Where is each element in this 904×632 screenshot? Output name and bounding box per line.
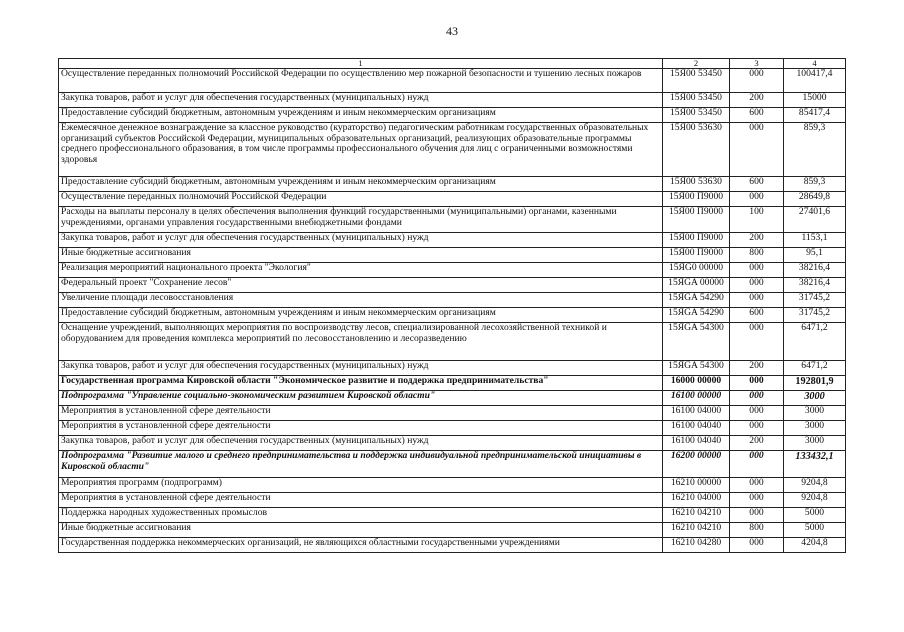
row-code-cell: 15ЯGA 00000: [663, 278, 730, 293]
table-row: [59, 263, 846, 278]
row-sum-cell: 6471,2: [784, 361, 846, 376]
row-sum-cell: 5000: [784, 508, 846, 523]
row-code-cell: 15Я00 53450: [663, 93, 730, 108]
row-expense-type-cell: 000: [730, 421, 784, 436]
row-sum-cell: 859,3: [784, 123, 846, 177]
table-row: [59, 69, 846, 93]
row-code-cell: 15Я00 П9000: [663, 207, 730, 233]
row-name-cell: Иные бюджетные ассигнования: [59, 523, 663, 538]
row-name-cell: Расходы на выплаты персоналу в целях обеспечения выполнения функций государственными (муниципальными) органами, казенными учреждениями, органами управления государственными внебюджетными фондами: [59, 207, 663, 233]
row-expense-type-cell: 000: [730, 508, 784, 523]
row-code-cell: 15Я00 53630: [663, 123, 730, 177]
row-expense-type-cell: 000: [730, 323, 784, 361]
row-sum-cell: 6471,2: [784, 323, 846, 361]
table-row: [59, 108, 846, 123]
row-name-cell: Оснащение учреждений, выполняющих мероприятия по воспроизводству лесов, специализированной лесохозяйственной техникой и оборудованием для проведения комплекса мероприятий по лесовосстановлению и лесоразведению: [59, 323, 663, 361]
row-code-cell: 15Я00 53450: [663, 108, 730, 123]
row-name-cell: Реализация мероприятий национального проекта "Экология": [59, 263, 663, 278]
table-row: [59, 508, 846, 523]
row-sum-cell: 31745,2: [784, 293, 846, 308]
row-sum-cell: 133432,1: [784, 451, 846, 478]
row-name-cell: Мероприятия программ (подпрограмм): [59, 478, 663, 493]
row-name-cell: Подпрограмма "Управление социально-экономическим развитием Кировской области": [59, 391, 663, 406]
row-sum-cell: 95,1: [784, 248, 846, 263]
row-code-cell: 15Я00 П9000: [663, 192, 730, 207]
row-expense-type-cell: 000: [730, 263, 784, 278]
table-row: [59, 421, 846, 436]
row-code-cell: 15Я00 53630: [663, 177, 730, 192]
row-name-cell: Закупка товаров, работ и услуг для обеспечения государственных (муниципальных) нужд: [59, 233, 663, 248]
row-expense-type-cell: 200: [730, 436, 784, 451]
row-sum-cell: 4204,8: [784, 538, 846, 553]
row-name-cell: Мероприятия в установленной сфере деятельности: [59, 493, 663, 508]
row-name-cell: Закупка товаров, работ и услуг для обеспечения государственных (муниципальных) нужд: [59, 361, 663, 376]
row-expense-type-cell: 000: [730, 493, 784, 508]
row-name-cell: Мероприятия в установленной сфере деятельности: [59, 406, 663, 421]
table-row: [59, 406, 846, 421]
budget-table: [58, 58, 846, 553]
row-name-cell: Закупка товаров, работ и услуг для обеспечения государственных (муниципальных) нужд: [59, 93, 663, 108]
header-col-1: 1: [59, 59, 663, 69]
row-expense-type-cell: 800: [730, 248, 784, 263]
row-sum-cell: 3000: [784, 406, 846, 421]
table-row: [59, 538, 846, 553]
row-sum-cell: 192801,9: [784, 376, 846, 391]
table-row: [59, 207, 846, 233]
table-row: [59, 451, 846, 478]
table-row: [59, 308, 846, 323]
row-code-cell: 15Я00 П9000: [663, 248, 730, 263]
row-sum-cell: 28649,8: [784, 192, 846, 207]
table-row: [59, 323, 846, 361]
header-col-4: 4: [784, 59, 846, 69]
row-code-cell: 15ЯGA 54300: [663, 323, 730, 361]
row-name-cell: Осуществление переданных полномочий Российской Федерации по осуществлению мер пожарной безопасности и тушению лесных пожаров: [59, 69, 663, 93]
row-name-cell: Подпрограмма "Развитие малого и среднего предпринимательства и поддержка индивидуальной предпринимательской инициативы в Кировской области": [59, 451, 663, 478]
row-expense-type-cell: 000: [730, 278, 784, 293]
row-name-cell: Государственная поддержка некоммерческих организаций, не являющихся областными государственными учреждениями: [59, 538, 663, 553]
row-expense-type-cell: 000: [730, 69, 784, 93]
table-header-row: [59, 59, 846, 69]
row-name-cell: Предоставление субсидий бюджетным, автономным учреждениям и иным некоммерческим организациям: [59, 308, 663, 323]
row-name-cell: Предоставление субсидий бюджетным, автономным учреждениям и иным некоммерческим организациям: [59, 108, 663, 123]
row-code-cell: 16210 04280: [663, 538, 730, 553]
row-sum-cell: 1153,1: [784, 233, 846, 248]
row-sum-cell: 3000: [784, 436, 846, 451]
row-code-cell: 16100 04040: [663, 436, 730, 451]
header-col-3: 3: [730, 59, 784, 69]
row-expense-type-cell: 600: [730, 308, 784, 323]
row-code-cell: 15ЯG0 00000: [663, 263, 730, 278]
row-expense-type-cell: 600: [730, 177, 784, 192]
row-code-cell: 16210 04000: [663, 493, 730, 508]
table-row: [59, 192, 846, 207]
row-sum-cell: 100417,4: [784, 69, 846, 93]
row-expense-type-cell: 600: [730, 108, 784, 123]
table-row: [59, 523, 846, 538]
row-code-cell: 15ЯGA 54300: [663, 361, 730, 376]
table-row: [59, 391, 846, 406]
row-code-cell: 16000 00000: [663, 376, 730, 391]
row-code-cell: 15Я00 53450: [663, 69, 730, 93]
row-code-cell: 15ЯGA 54290: [663, 308, 730, 323]
row-expense-type-cell: 000: [730, 406, 784, 421]
table-row: [59, 177, 846, 192]
row-code-cell: 16200 00000: [663, 451, 730, 478]
row-code-cell: 15Я00 П9000: [663, 233, 730, 248]
row-sum-cell: 3000: [784, 421, 846, 436]
row-name-cell: Предоставление субсидий бюджетным, автономным учреждениям и иным некоммерческим организациям: [59, 177, 663, 192]
row-expense-type-cell: 000: [730, 192, 784, 207]
row-name-cell: Мероприятия в установленной сфере деятельности: [59, 421, 663, 436]
row-name-cell: Поддержка народных художественных промыслов: [59, 508, 663, 523]
row-sum-cell: 38216,4: [784, 278, 846, 293]
row-expense-type-cell: 000: [730, 123, 784, 177]
row-code-cell: 16100 04040: [663, 421, 730, 436]
row-expense-type-cell: 200: [730, 233, 784, 248]
header-col-2: 2: [663, 59, 730, 69]
row-expense-type-cell: 800: [730, 523, 784, 538]
row-sum-cell: 31745,2: [784, 308, 846, 323]
table-row: [59, 293, 846, 308]
row-code-cell: 16100 04000: [663, 406, 730, 421]
row-expense-type-cell: 000: [730, 376, 784, 391]
row-name-cell: Государственная программа Кировской области "Экономическое развитие и поддержка предпринимательства": [59, 376, 663, 391]
row-sum-cell: 9204,8: [784, 493, 846, 508]
row-name-cell: Осуществление переданных полномочий Российской Федерации: [59, 192, 663, 207]
table-row: [59, 478, 846, 493]
table-body: [59, 69, 846, 553]
row-sum-cell: 15000: [784, 93, 846, 108]
table-row: [59, 278, 846, 293]
table-row: [59, 436, 846, 451]
row-code-cell: 16210 04210: [663, 508, 730, 523]
row-name-cell: Иные бюджетные ассигнования: [59, 248, 663, 263]
row-sum-cell: 9204,8: [784, 478, 846, 493]
row-sum-cell: 859,3: [784, 177, 846, 192]
table-row: [59, 123, 846, 177]
row-expense-type-cell: 200: [730, 361, 784, 376]
row-expense-type-cell: 100: [730, 207, 784, 233]
page-number: 43: [446, 24, 458, 38]
row-code-cell: 16210 00000: [663, 478, 730, 493]
row-sum-cell: 38216,4: [784, 263, 846, 278]
row-name-cell: Увеличение площади лесовосстановления: [59, 293, 663, 308]
row-sum-cell: 27401,6: [784, 207, 846, 233]
row-code-cell: 16100 00000: [663, 391, 730, 406]
row-code-cell: 15ЯGA 54290: [663, 293, 730, 308]
row-sum-cell: 5000: [784, 523, 846, 538]
table-row: [59, 93, 846, 108]
table-row: [59, 361, 846, 376]
table-row: [59, 248, 846, 263]
row-name-cell: Федеральный проект "Сохранение лесов": [59, 278, 663, 293]
row-expense-type-cell: 000: [730, 451, 784, 478]
row-expense-type-cell: 200: [730, 93, 784, 108]
row-expense-type-cell: 000: [730, 293, 784, 308]
row-expense-type-cell: 000: [730, 538, 784, 553]
table-row: [59, 376, 846, 391]
row-name-cell: Закупка товаров, работ и услуг для обеспечения государственных (муниципальных) нужд: [59, 436, 663, 451]
row-sum-cell: 3000: [784, 391, 846, 406]
table-row: [59, 493, 846, 508]
row-name-cell: Ежемесячное денежное вознаграждение за классное руководство (кураторство) педагогическим работникам государственных образовательных организаций субъектов Российской Федерации, муниципальных образовательных организаций, реализующих образовательные программы среднего профессионального образования, в том числе программы профессионального обучения для лиц с ограниченными возможностями здоровья: [59, 123, 663, 177]
row-expense-type-cell: 000: [730, 391, 784, 406]
row-sum-cell: 85417,4: [784, 108, 846, 123]
table-row: [59, 233, 846, 248]
row-expense-type-cell: 000: [730, 478, 784, 493]
row-code-cell: 16210 04210: [663, 523, 730, 538]
